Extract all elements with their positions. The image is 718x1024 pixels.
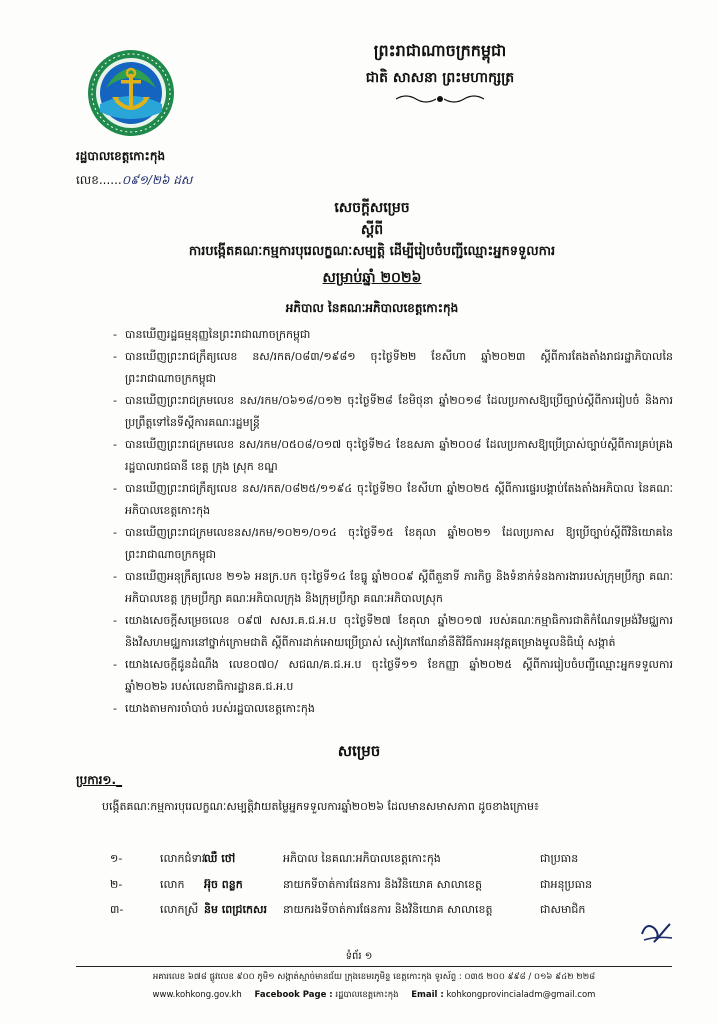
member-position: អភិបាល នៃគណៈអភិបាលខេត្តកោះកុង xyxy=(283,852,441,865)
committee-member xyxy=(110,852,680,874)
member-name: អ៊ុច ពន្លក xyxy=(204,878,243,891)
legal-basis-item: - បានឃើញអនុក្រឹត្យលេខ ២១៦ អនក្រ.បក ចុះថ្ងៃទី១៤ ខែធ្នូ ឆ្នាំ២០០៩ ស្តីពីតួនាទី ភារកិច្ច និងទំនាក់ទំនងការងាររបស់ក្រុមប្រឹក្សា គណៈអភិបាលខេត្ត ក្រុមប្រឹក្សា គណៈអភិបាលក្រុង និងក្រុមប្រឹក្សា គណៈអភិបាលស្រុក xyxy=(113,566,673,610)
footer-divider xyxy=(76,966,672,967)
member-name: ឈឺ ថៅ xyxy=(204,852,236,865)
legal-basis-item: - បានឃើញព្រះរាជក្រមលេខ នស/រកម/០៥០៨/០១៧ ចុះថ្ងៃទី២៤ ខែឧសភា ឆ្នាំ២០០៨ ដែលប្រកាសឱ្យប្រើប្រាស់ច្បាប់ស្តីពីការគ្រប់គ្រងរដ្ឋបាលរាជធានី ខេត្ត ក្រុង ស្រុក ខណ្ឌ xyxy=(113,434,673,478)
committee-member xyxy=(110,878,680,900)
legal-basis-item: - បានឃើញព្រះរាជក្រឹត្យលេខ នស/រកត/០៨២៥/១១៩៤ ចុះថ្ងៃទី២០ ខែសីហា ឆ្នាំ២០២៥ ស្តីពីការផ្ទេរបង្គាប់តែងតាំងអភិបាល នៃគណៈអភិបាលខេត្តកោះកុង xyxy=(113,478,673,522)
decision-subject: ការបង្កើតគណៈកម្មការបុរេលក្ខណៈសម្បត្តិ ដើម្បីរៀបចំបញ្ជីឈ្មោះអ្នកទទួលការ xyxy=(188,244,556,259)
footer-website[interactable]: www.kohkong.gov.kh xyxy=(152,990,242,1000)
member-title: លោក xyxy=(160,878,185,891)
decision-year: សម្រាប់ឆ្នាំ ២០២៦ xyxy=(322,270,422,286)
legal-basis-item: - យោងតាមការចាំបាច់ របស់រដ្ឋបាលខេត្តកោះកុង xyxy=(113,698,673,720)
committee-member xyxy=(110,903,680,925)
footer-email-value[interactable]: kohkongprovincialadm@gmail.com xyxy=(446,990,596,1000)
decorative-scroll-icon xyxy=(392,92,488,106)
member-role: ជាអនុប្រធាន xyxy=(540,878,593,891)
member-role: ជាសមាជិក xyxy=(540,903,586,916)
issuing-authority: អភិបាល នៃគណៈអភិបាលខេត្តកោះកុង xyxy=(285,301,459,315)
legal-basis-list xyxy=(113,324,673,720)
footer-contacts xyxy=(76,990,672,1002)
provincial-seal-icon xyxy=(86,48,176,138)
member-title: លោកស្រី xyxy=(160,903,199,916)
member-number: ២- xyxy=(110,878,123,891)
decision-subject-label: ស្តីពី xyxy=(360,222,384,238)
page-number: ទំព័រ ១ xyxy=(345,951,373,962)
legal-basis-item: - បានឃើញព្រះរាជក្រមលេខ នស/រកម/០៦១៨/០១២ ចុះថ្ងៃទី២៨ ខែមិថុនា ឆ្នាំ២០១៨ ដែលប្រកាសឱ្យប្រើច្បាប់ស្តីពីការរៀបចំ និងការប្រព្រឹត្តទៅនៃទីស្តីការគណៈរដ្ឋមន្ត្រី xyxy=(113,390,673,434)
legal-basis-item: - បានឃើញព្រះរាជក្រឹត្យលេខ នស/រកត/០៨៣/១៩៨១ ចុះថ្ងៃទី២២ ខែសីហា ឆ្នាំ២០២៣ ស្តីពីការតែងតាំងរាជរដ្ឋាភិបាលនៃព្រះរាជាណាចក្រកម្ពុជា xyxy=(113,346,673,390)
initial-mark-icon xyxy=(636,916,676,946)
member-number: ១- xyxy=(110,852,123,865)
member-number: ៣- xyxy=(110,903,124,916)
member-title: លោកជំទាវ xyxy=(160,852,206,865)
reference-handwritten: ០៩១/២៦ ដស xyxy=(121,173,193,187)
footer-facebook-value[interactable]: រដ្ឋបាលខេត្តកោះកុង xyxy=(335,990,399,1000)
article-text: បង្កើតគណៈកម្មការបុរេលក្ខណៈសម្បត្តិវាយតម្លៃអ្នកទទួលការឆ្នាំ២០២៦ ដែលមានសមាសភាព ដូចខាងក្រោម៖ xyxy=(102,800,539,813)
kingdom-heading: ព្រះរាជាណាចក្រកម្ពុជា xyxy=(373,41,507,60)
member-position: នាយករងទីចាត់ការផែនការ និងវិនិយោគ សាលាខេត្ត xyxy=(283,903,493,916)
organization-name: រដ្ឋបាលខេត្តកោះកុង xyxy=(76,149,166,163)
footer-facebook-label: Facebook Page : xyxy=(254,990,333,1000)
reference-label: លេខ...... xyxy=(76,173,122,187)
legal-basis-item: - បានឃើញព្រះរាជក្រមលេខនស/រកម/១០២១/០១៤ ចុះថ្ងៃទី១៥ ខែតុលា ឆ្នាំ២០២១ ដែលប្រកាស ឱ្យប្រើច្បាប់ស្តីពីវិនិយោគនៃព្រះរាជាណាចក្រកម្ពុជា xyxy=(113,522,673,566)
article-label: ប្រការ១._ xyxy=(76,773,123,787)
legal-basis-item: - បានឃើញរដ្ឋធម្មនុញ្ញនៃព្រះរាជាណាចក្រកម្ពុជា xyxy=(113,324,673,346)
member-name: និម ពេជ្រកេសរ xyxy=(204,903,267,916)
footer-email-label: Email : xyxy=(411,990,444,1000)
reference-number xyxy=(76,172,192,190)
legal-basis-item: - យោងសេចក្តីសម្រេចលេខ ០៩៧ សសរ.គ.ជ.អ.ប ចុះថ្ងៃទី២៧ ខែតុលា ឆ្នាំ២០១៧ របស់គណៈកម្មាធិការជាតិកំណែទម្រង់វិមជ្ឈការ និងវិសហមជ្ឈការនៅថ្នាក់ក្រោមជាតិ ស្តីពីការដាក់អោយប្រើប្រាស់ សៀវភៅណែនាំនីតិវិធីការអនុវត្តគម្រោងមូលនិធិឃុំ សង្កាត់ xyxy=(113,610,673,654)
footer-address: អគារលេខ ៦៧៨ ផ្លូវលេខ ៩០០ ភូមិ១ សង្កាត់ស្មាច់មានជ័យ ក្រុងខេមរភូមិន្ទ ខេត្តកោះកុង ទូរស័ព្ទ : ០៣៥ ២០០ ៩៩៨ / ០១៦ ៩៤២ ២២៨ xyxy=(152,972,596,982)
decision-heading: សម្រេច xyxy=(337,742,381,760)
legal-basis-item: - យោងសេចក្តីជូនដំណឹង លេខ០៧០/ សជណ/គ.ជ.អ.ប ចុះថ្ងៃទី១១ ខែកញ្ញា ឆ្នាំ២០២៥ ស្តីពីការរៀបចំបញ្ជីឈ្មោះអ្នកទទួលការ ឆ្នាំ២០២៦ របស់លេខាធិការដ្ឋានគ.ជ.អ.ប xyxy=(113,654,673,698)
national-motto: ជាតិ សាសនា ព្រះមហាក្សត្រ xyxy=(365,70,515,86)
member-position: នាយកទីចាត់ការផែនការ និងវិនិយោគ សាលាខេត្ត xyxy=(283,878,483,891)
decision-title: សេចក្តីសម្រេច xyxy=(334,200,410,216)
member-role: ជាប្រធាន xyxy=(540,852,579,865)
